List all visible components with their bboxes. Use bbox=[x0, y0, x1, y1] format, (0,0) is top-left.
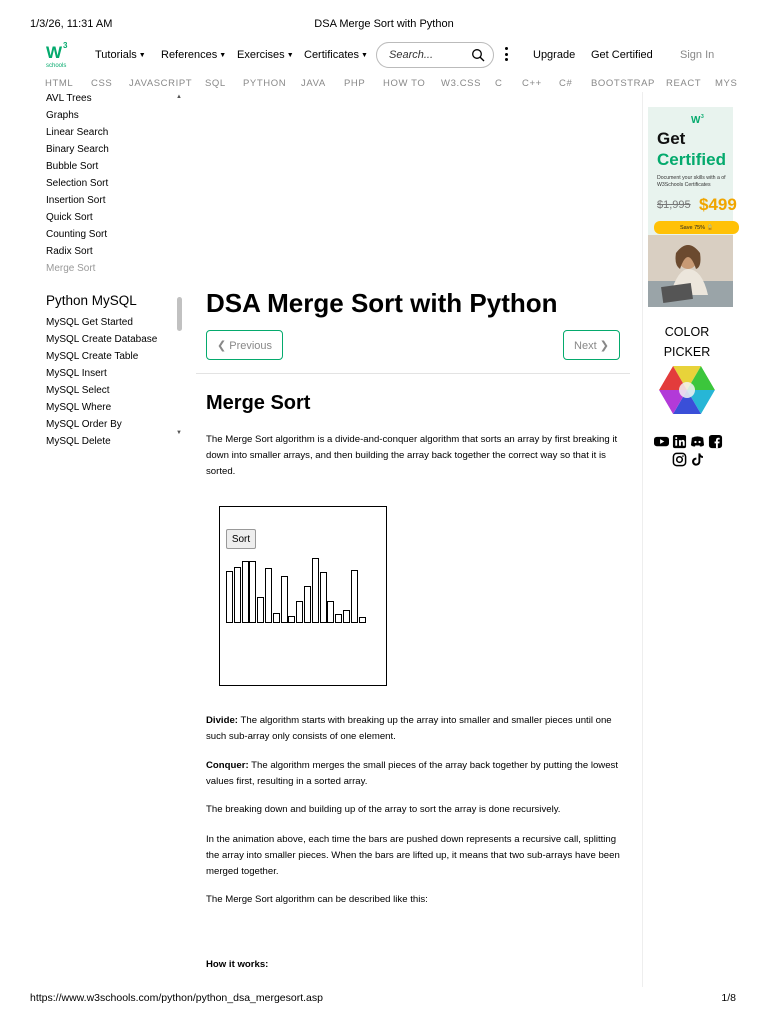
nav-references[interactable] bbox=[161, 49, 226, 61]
sidebar bbox=[30, 92, 185, 447]
ad-get-text: Get bbox=[657, 129, 686, 148]
more-options-icon[interactable] bbox=[505, 47, 509, 63]
sidebar-item-binary-search[interactable]: Binary Search bbox=[46, 144, 109, 155]
previous-button[interactable]: ❮ Previous bbox=[206, 330, 283, 360]
next-button[interactable]: Next ❯ bbox=[563, 330, 620, 360]
sort-bar bbox=[273, 613, 280, 623]
tiktok-icon[interactable] bbox=[690, 452, 705, 467]
lang-bootstrap[interactable]: BOOTSTRAP bbox=[591, 78, 655, 89]
described-paragraph: The Merge Sort algorithm can be described like this: bbox=[206, 894, 428, 905]
nav-exercises[interactable] bbox=[237, 49, 294, 61]
ad-old-price: $1,995 bbox=[657, 199, 691, 211]
sidebar-item-selection-sort[interactable]: Selection Sort bbox=[46, 178, 109, 189]
lang-c[interactable]: C bbox=[495, 78, 503, 89]
page-title: DSA Merge Sort with Python bbox=[206, 288, 558, 318]
lang-html[interactable]: HTML bbox=[45, 78, 74, 89]
lang-csharp[interactable]: C# bbox=[559, 78, 573, 89]
sort-bar bbox=[351, 570, 358, 623]
divide-paragraph bbox=[206, 713, 622, 745]
ad-certified-text: Certified bbox=[657, 150, 726, 169]
upgrade-link[interactable]: Upgrade bbox=[533, 49, 576, 61]
sidebar-item-mysql-select[interactable]: MySQL Select bbox=[46, 385, 110, 396]
svg-text:3: 3 bbox=[701, 114, 704, 120]
divide-text: The algorithm starts with breaking up the array into smaller and smaller pieces until one such sub-array only consists of one element. bbox=[206, 715, 612, 742]
sidebar-item-mysql-order-by[interactable]: MySQL Order By bbox=[46, 419, 122, 430]
color-wheel-icon[interactable] bbox=[659, 365, 715, 415]
how-it-works-heading: How it works: bbox=[206, 959, 269, 970]
lang-react[interactable]: REACT bbox=[666, 78, 702, 89]
sidebar-heading-python-mysql: Python MySQL bbox=[46, 293, 137, 308]
print-title: DSA Merge Sort with Python bbox=[314, 18, 454, 30]
nav-exercises-label: Exercises bbox=[237, 49, 285, 61]
conquer-text: The algorithm merges the small pieces of the array back together by putting the lowest values first, resulting in a sorted array. bbox=[206, 760, 619, 787]
sidebar-item-bubble-sort[interactable]: Bubble Sort bbox=[46, 161, 99, 172]
sort-bar bbox=[335, 614, 342, 623]
ad-new-price: $499 bbox=[699, 195, 737, 214]
youtube-icon[interactable] bbox=[654, 434, 669, 449]
lang-w3css[interactable]: W3.CSS bbox=[441, 78, 482, 89]
search-icon[interactable] bbox=[471, 48, 485, 62]
sidebar-item-mysql-create-database[interactable]: MySQL Create Database bbox=[46, 334, 158, 345]
print-header bbox=[0, 18, 768, 34]
sidebar-item-graphs[interactable]: Graphs bbox=[46, 110, 79, 121]
sidebar-item-linear-search[interactable]: Linear Search bbox=[46, 127, 109, 138]
sign-in-link[interactable]: Sign In bbox=[680, 49, 715, 61]
svg-text:W: W bbox=[691, 115, 701, 126]
section-title: Merge Sort bbox=[206, 392, 311, 414]
sidebar-item-avl-trees[interactable]: AVL Trees bbox=[46, 93, 92, 104]
sidebar-item-counting-sort[interactable]: Counting Sort bbox=[46, 229, 108, 240]
scroll-down-arrow-icon[interactable]: ▼ bbox=[176, 430, 182, 436]
sidebar-item-insertion-sort[interactable]: Insertion Sort bbox=[46, 195, 106, 206]
sidebar-item-mysql-delete[interactable]: MySQL Delete bbox=[46, 436, 111, 447]
nav-certificates-label: Certificates bbox=[304, 49, 360, 61]
print-url: https://www.w3schools.com/python/python_dsa_mergesort.asp bbox=[30, 992, 323, 1004]
get-certified-link[interactable]: Get Certified bbox=[591, 49, 653, 61]
language-bar bbox=[30, 78, 738, 92]
lang-howto[interactable]: HOW TO bbox=[383, 78, 426, 89]
sidebar-item-mysql-insert[interactable]: MySQL Insert bbox=[46, 368, 107, 379]
sort-bar bbox=[320, 572, 327, 623]
caret-down-icon: ▼ bbox=[138, 52, 146, 59]
sort-bar bbox=[226, 571, 233, 623]
linkedin-icon[interactable] bbox=[672, 434, 687, 449]
caret-down-icon: ▼ bbox=[361, 52, 368, 59]
lang-php[interactable]: PHP bbox=[344, 78, 366, 89]
certification-ad[interactable] bbox=[648, 107, 737, 307]
intro-paragraph: The Merge Sort algorithm is a divide-and-conquer algorithm that sorts an array by first breaking it down into smaller arrays, and then building the array back together the correct way so that it is sorted. bbox=[206, 434, 618, 477]
print-page-number: 1/8 bbox=[721, 992, 736, 1004]
lang-sql[interactable]: SQL bbox=[205, 78, 226, 89]
sidebar-item-mysql-create-table[interactable]: MySQL Create Table bbox=[46, 351, 139, 362]
sort-bar bbox=[304, 586, 311, 623]
color-picker-line2: PICKER bbox=[663, 345, 711, 359]
lang-mysql[interactable]: MYS bbox=[715, 78, 738, 89]
color-picker-link[interactable] bbox=[648, 322, 726, 362]
sort-bar bbox=[242, 561, 249, 623]
sort-bar bbox=[257, 597, 264, 623]
print-datetime: 1/3/26, 11:31 AM bbox=[30, 18, 113, 30]
sort-bar bbox=[234, 567, 241, 623]
divide-label: Divide: bbox=[206, 715, 238, 726]
scroll-up-arrow-icon[interactable]: ▲ bbox=[176, 94, 182, 100]
sort-button[interactable]: Sort bbox=[226, 529, 256, 549]
nav-references-label: References bbox=[161, 49, 218, 61]
caret-down-icon: ▼ bbox=[286, 52, 294, 59]
nav-tutorials[interactable] bbox=[95, 49, 146, 61]
animation-paragraph: In the animation above, each time the bars are pushed down represents a recursive call, splitting the array into smaller pieces. When the bars are lifted up, it means that two sub-arrays have been merged together. bbox=[206, 834, 620, 877]
lang-cpp[interactable]: C++ bbox=[522, 78, 542, 89]
w3schools-logo-icon bbox=[44, 40, 74, 70]
lang-javascript[interactable]: JAVASCRIPT bbox=[129, 78, 193, 89]
sidebar-item-quick-sort[interactable]: Quick Sort bbox=[46, 212, 93, 223]
sidebar-item-mysql-where[interactable]: MySQL Where bbox=[46, 402, 112, 413]
lang-java[interactable]: JAVA bbox=[301, 78, 326, 89]
facebook-icon[interactable] bbox=[708, 434, 723, 449]
search-input[interactable] bbox=[376, 42, 494, 68]
lang-python[interactable]: PYTHON bbox=[243, 78, 287, 89]
sidebar-item-merge-sort-active[interactable]: Merge Sort bbox=[46, 263, 96, 274]
ad-description: Document your skills with a of W3Schools Certificates bbox=[657, 175, 726, 188]
sort-bar bbox=[249, 561, 256, 623]
content-divider bbox=[196, 373, 630, 374]
sidebar-item-mysql-get-started[interactable]: MySQL Get Started bbox=[46, 317, 133, 328]
sort-bar bbox=[281, 576, 288, 623]
sidebar-item-radix-sort[interactable]: Radix Sort bbox=[46, 246, 93, 257]
merge-sort-animation bbox=[219, 506, 387, 686]
conquer-paragraph bbox=[206, 758, 622, 790]
conquer-label: Conquer: bbox=[206, 760, 249, 771]
sort-bar bbox=[343, 610, 350, 623]
caret-down-icon: ▼ bbox=[219, 52, 227, 59]
sort-bar bbox=[265, 568, 272, 623]
lang-css[interactable]: CSS bbox=[91, 78, 113, 89]
w3schools-logo[interactable] bbox=[44, 40, 74, 70]
sort-bar bbox=[359, 617, 366, 623]
svg-text:W: W bbox=[46, 43, 63, 62]
ad-person-laptop-image bbox=[648, 235, 733, 307]
social-row-2 bbox=[648, 452, 728, 467]
right-column-divider bbox=[642, 92, 643, 987]
sidebar-scrollbar-thumb[interactable] bbox=[177, 297, 182, 331]
w3schools-small-logo-icon bbox=[690, 113, 706, 127]
svg-text:3: 3 bbox=[63, 41, 68, 50]
instagram-icon[interactable] bbox=[672, 452, 687, 467]
discord-icon[interactable] bbox=[690, 434, 705, 449]
sort-bar bbox=[327, 601, 334, 623]
sort-bar bbox=[296, 601, 303, 623]
search-placeholder: Search... bbox=[389, 49, 434, 61]
color-picker-line1: COLOR bbox=[664, 325, 710, 339]
logo-text: schools bbox=[46, 63, 67, 69]
nav-tutorials-label: Tutorials bbox=[95, 49, 137, 61]
social-row-1 bbox=[648, 434, 728, 449]
ad-save-badge: Save 75% 🔒 bbox=[654, 221, 739, 234]
top-navigation bbox=[30, 38, 733, 74]
nav-certificates[interactable] bbox=[304, 49, 368, 61]
sort-bar bbox=[288, 616, 295, 623]
recursive-paragraph: The breaking down and building up of the array to sort the array is done recursively. bbox=[206, 804, 561, 815]
sort-bar bbox=[312, 558, 319, 623]
